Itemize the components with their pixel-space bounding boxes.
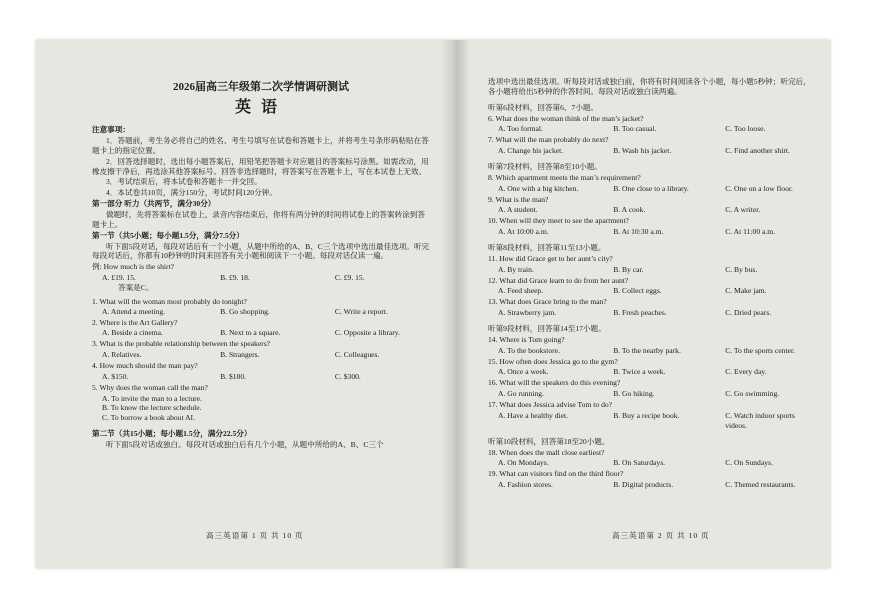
note-1: 1．答题前，考生务必将自己的姓名、考生号填写在试卷和答题卡上，并将考生号条形码粘贴在答题卡上的指定位置。 <box>92 135 429 155</box>
option: C. Every day. <box>725 367 767 377</box>
group-heading: 听第8段材料，回答第11至13小题。 <box>488 243 606 253</box>
page-footer: 高三英语第 2 页 共 10 页 <box>612 531 710 540</box>
option: A. Once a week. <box>498 367 549 377</box>
option: A. Attend a meeting. <box>102 306 166 316</box>
option: C. $300. <box>334 371 361 381</box>
option: B. Buy a recipe book. <box>613 410 680 420</box>
option: A. Fashion stores. <box>498 480 553 490</box>
option: C. To the sports center. <box>725 345 795 355</box>
part1-intro: 做题时，先将答案标在试卷上，录音内容结束后，你将有两分钟的时间将试卷上的答案转涂到答题卡上。 <box>92 209 425 229</box>
option: B. £9. 18. <box>220 273 250 283</box>
question-options <box>498 146 818 156</box>
example-options <box>102 273 430 283</box>
group-heading: 听第10段材料，回答第18至20小题。 <box>488 436 610 446</box>
question-options <box>102 307 430 317</box>
question-options <box>102 350 430 360</box>
option: C. On Sundays. <box>725 458 773 468</box>
option: A. Too formal. <box>498 124 543 134</box>
option: A. Strawberry jam. <box>498 308 557 318</box>
section1-heading: 第一节（共5小题；每小题1.5分，满分7.5分） <box>92 230 244 240</box>
section1-intro: 听下面5段对话，每段对话后有一个小题，从题中所给的A、B、C三个选项中选出最佳选项。听完每段对话后，你都有10秒钟的时间来回答有关小题和阅读下一小题。每段对话仅读一遍。 <box>92 241 430 261</box>
group-heading: 听第9段材料，回答第14至17小题。 <box>488 324 606 334</box>
option: A. Have a healthy diet. <box>498 410 569 420</box>
question: 18. When does the mall close earliest? <box>488 447 605 457</box>
question-options <box>498 286 818 296</box>
note-4: 4．本试卷共10页，满分150分，考试时间120分钟。 <box>106 188 277 198</box>
option: B. Strangers. <box>220 350 260 360</box>
right-page <box>488 76 818 490</box>
option: C. Too loose. <box>725 124 766 134</box>
option: B. $180. <box>220 371 247 381</box>
option: A. Change his jacket. <box>498 146 564 156</box>
option: C. Opposite a library. <box>334 328 400 338</box>
option: C. Colleagues. <box>334 350 380 360</box>
option: A. At 10:00 a.m. <box>498 227 549 237</box>
option: C. At 11:00 a.m. <box>725 227 776 237</box>
option: C. Watch indoor sports videos. <box>725 410 795 430</box>
option: A. Go running. <box>498 389 544 399</box>
question: 11. How did Grace get to her aunt’s city? <box>488 253 613 263</box>
question-options <box>498 265 818 275</box>
option: A. Feed sheep. <box>498 286 544 296</box>
question-options <box>498 458 818 468</box>
option: C. £9. 15. <box>334 273 365 283</box>
option: C. Dried pears. <box>725 308 772 318</box>
option: A. £19. 15. <box>102 273 136 283</box>
page-footer: 高三英语第 1 页 共 10 页 <box>206 531 304 540</box>
option: B. Digital products. <box>613 480 674 490</box>
option: B. To know the lecture schedule. <box>102 403 202 413</box>
option: A. On Mondays. <box>498 458 549 468</box>
left-page <box>92 72 430 451</box>
question: 8. Which apartment meets the man’s requirement? <box>488 172 641 182</box>
option: A. Relatives. <box>102 350 142 360</box>
option: C. Make jam. <box>725 286 767 296</box>
option: A. By train. <box>498 264 534 274</box>
exam-title: 2026届高三年级第二次学情调研测试 <box>173 81 349 93</box>
option: B. At 10:30 a.m. <box>613 227 664 237</box>
question: 5. Why does the woman call the man? <box>92 382 208 392</box>
option: C. Find another shirt. <box>725 146 790 156</box>
question-options <box>498 184 818 194</box>
question: 3. What is the probable relationship between the speakers? <box>92 339 271 349</box>
page-fold-shadow <box>440 40 470 568</box>
question-options <box>498 227 818 237</box>
option: C. One on a low floor. <box>725 183 793 193</box>
section2-intro: 听下面5段对话或独白。每段对话或独白后有几个小题，从题中所给的A、B、C三个 <box>106 440 384 450</box>
question: 1. What will the woman most probably do tonight? <box>92 296 247 306</box>
question: 16. What will the speakers do this evening? <box>488 378 621 388</box>
option: B. Go shopping. <box>220 306 270 316</box>
question: 17. What does Jessica advise Tom to do? <box>488 400 613 410</box>
group-heading: 听第7段材料，回答第8至10小题。 <box>488 162 602 172</box>
section2-intro-continued: 选项中选出最佳选项。听每段对话或独白前，你将有时间阅读各个小题，每小题5秒钟；听完后，各小题将给出5秒钟的作答时间。每段对话或独白读两遍。 <box>488 77 811 96</box>
question: 19. What can visitors find on the third floor? <box>488 469 624 479</box>
option: C. Themed restaurants. <box>725 480 796 490</box>
option: B. Twice a week. <box>613 367 666 377</box>
question-options <box>498 389 818 399</box>
option: B. To the nearby park. <box>613 345 681 355</box>
question: 13. What does Grace bring to the man? <box>488 297 607 307</box>
option: B. Wash his jacket. <box>613 146 672 156</box>
question-options <box>498 480 818 490</box>
question: 15. How often does Jessica go to the gym? <box>488 356 618 366</box>
question-options <box>498 205 818 215</box>
option: B. Next to a square. <box>220 328 281 338</box>
option: B. Go hiking. <box>613 389 655 399</box>
notes-heading: 注意事项： <box>92 125 130 135</box>
option: B. A cook. <box>613 205 646 215</box>
question: 10. When will they meet to see the apartment? <box>488 216 629 226</box>
option: C. By bus. <box>725 264 758 274</box>
option: B. Collect eggs. <box>613 286 662 296</box>
question-groups <box>488 103 818 490</box>
option: C. Go swimming. <box>725 389 780 399</box>
option: A. One with a big kitchen. <box>498 183 579 193</box>
option: B. Too casual. <box>613 124 657 134</box>
question-options <box>498 411 818 431</box>
question: 7. What will the man probably do next? <box>488 135 609 145</box>
question-options <box>498 346 818 356</box>
note-2: 2．回答选择题时，选出每小题答案后，用铅笔把答题卡对应题目的答案标号涂黑。如需改动，用橡皮擦干净后，再选涂其他答案标号。回答非选择题时，将答案写在答题卡上，写在本试卷上无效。 <box>92 156 429 176</box>
option: A. Beside a cinema. <box>102 328 163 338</box>
question-options <box>102 372 430 382</box>
option: A. To the bookstore. <box>498 345 560 355</box>
question: 12. What did Grace learn to do from her aunt? <box>488 275 629 285</box>
option: C. To borrow a book about AI. <box>102 413 195 423</box>
group-heading: 听第6段材料，回答第6、7小题。 <box>488 102 599 112</box>
option: A. To invite the man to a lecture. <box>102 393 202 403</box>
option: A. $150. <box>102 371 129 381</box>
question-options <box>498 308 818 318</box>
question: 2. Where is the Art Gallery? <box>92 317 178 327</box>
example-question: 例: How much is the shirt? <box>92 262 175 272</box>
option: A. A student. <box>498 205 538 215</box>
question-options <box>498 367 818 377</box>
question: 14. Where is Tom going? <box>488 334 565 344</box>
option: B. Fresh peaches. <box>613 308 667 318</box>
option: C. A writer. <box>725 205 761 215</box>
note-3: 3．考试结束后，将本试卷和答题卡一并交回。 <box>106 177 262 187</box>
option: B. One close to a library. <box>613 183 689 193</box>
question: 4. How much should the man pay? <box>92 361 198 370</box>
option: B. On Saturdays. <box>613 458 666 468</box>
question-options <box>102 328 430 338</box>
option: B. By car. <box>613 264 644 274</box>
question: 6. What does the woman think of the man’s jacket? <box>488 113 644 123</box>
question-options <box>498 124 818 134</box>
question: 9. What is the man? <box>488 194 549 204</box>
part1-heading: 第一部分 听力（共两节，满分30分） <box>92 199 216 209</box>
example-answer: 答案是C。 <box>118 282 154 292</box>
section2-heading: 第二节（共15小题；每小题1.5分，满分22.5分） <box>92 429 252 439</box>
subject-title: 英语 <box>234 99 287 117</box>
option: C. Write a report. <box>334 306 388 316</box>
